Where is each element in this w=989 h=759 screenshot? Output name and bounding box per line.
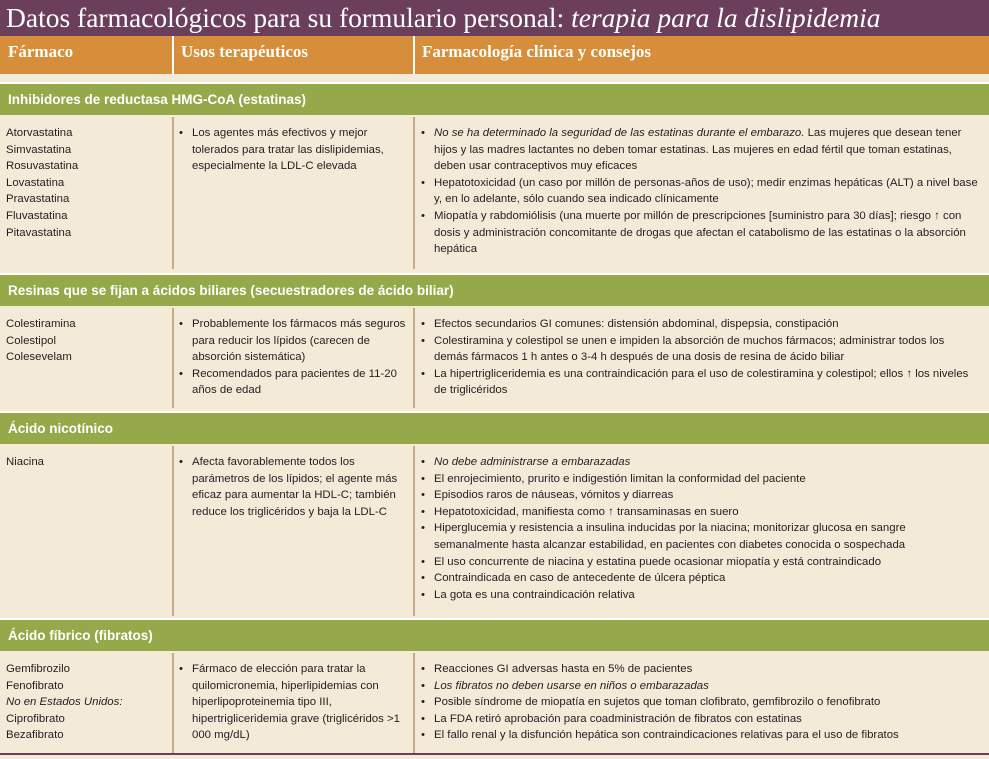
tip-item: • La FDA retiró aprobación para coadministración de fibratos con estatinas	[420, 711, 980, 728]
drug-list	[6, 661, 168, 744]
tip-item: • Posible síndrome de miopatía en sujetos que toman clofibrato, gemfibrozilo o fenofibrato	[420, 694, 980, 711]
header-farmaco: Fármaco	[8, 42, 74, 61]
tip-item: • Los fibratos no deben usarse en niños o embarazadas	[420, 678, 980, 695]
drug-name: Pitavastatina	[6, 226, 72, 239]
uses-list	[178, 454, 410, 520]
drug-name: Lovastatina	[6, 176, 65, 189]
tip-item: • Colestiramina y colestipol se unen e impiden la absorción de muchos fármacos; administrar todos los demás fármacos 1 h antes o 3-4 h después de una dosis de resina de ácido biliar	[420, 333, 980, 366]
column-divider	[172, 117, 174, 269]
drug-row	[0, 117, 989, 269]
tip-item: • Efectos secundarios GI comunes: distensión abdominal, dispepsia, constipación	[420, 316, 980, 333]
drug-name: Bezafibrato	[6, 729, 64, 742]
tip-item: • Hepatotoxicidad, manifiesta como ↑ transaminasas en suero	[420, 504, 980, 521]
header-farmacologia: Farmacología clínica y consejos	[422, 42, 651, 61]
section-header: Ácido fíbrico (fibratos)	[0, 618, 989, 651]
drug-name: Colestipol	[6, 334, 57, 347]
drug-name: Gemfibrozilo	[6, 663, 70, 675]
use-item: • Recomendados para pacientes de 11-20 años de edad	[178, 366, 410, 399]
tip-item: • Hepatotoxicidad (un caso por millón de personas-años de uso); medir enzimas hepáticas (ALT) a nivel base y, en lo adelante, sólo cuando sea indicado clínicamente	[420, 175, 980, 208]
drug-name: Atorvastatina	[6, 127, 73, 139]
drug-name: Ciprofibrato	[6, 712, 65, 725]
title-italic: terapia para la dislipidemia	[571, 2, 881, 33]
tip-item: • La hipertrigliceridemia es una contraindicación para el uso de colestiramina y colestipol; ellos ↑ los niveles de triglicéridos	[420, 366, 980, 399]
tip-item: • El fallo renal y la disfunción hepática son contraindicaciones relativas para el uso de fibratos	[420, 727, 980, 744]
use-item: • Afecta favorablemente todos los parámetros de los lípidos; el agente más eficaz para aumentar la HDL-C; también reduce los triglicéridos y baja la LDL-C	[178, 454, 410, 520]
tips-list	[420, 316, 980, 399]
drug-name: Niacina	[6, 456, 44, 468]
bottom-rule	[0, 753, 989, 755]
drug-list	[6, 125, 168, 241]
tip-item: • El uso concurrente de niacina y estatina puede ocasionar miopatía y está contraindicado	[420, 554, 980, 571]
uses-list	[178, 125, 410, 175]
drug-list	[6, 454, 168, 471]
tip-item: • No se ha determinado la seguridad de las estatinas durante el embarazo. Las mujeres que desean tener hijos y las madres lactantes no deben tomar estatinas. Las mujeres en edad fértil que toman estatinas, deben usar contraceptivos muy eficaces	[420, 125, 980, 175]
section-header: Resinas que se fijan a ácidos biliares (secuestradores de ácido biliar)	[0, 273, 989, 306]
uses-list	[178, 316, 410, 399]
tip-item: • Miopatía y rabdomiólisis (una muerte por millón de prescripciones [suministro para 30 días]; riesgo ↑ con dosis y administración concomitante de drogas que afectan el catabolismo de las estatinas o la absorción hepática	[420, 208, 980, 258]
tips-list	[420, 125, 980, 258]
section-header: Inhibidores de reductasa HMG-CoA (estatinas)	[0, 82, 989, 115]
title-main: Datos farmacológicos para su formulario personal:	[6, 2, 572, 33]
uses-list	[178, 661, 410, 744]
drug-row	[0, 308, 989, 408]
tip-item: • La gota es una contraindicación relativa	[420, 587, 980, 604]
drug-name: Pravastatina	[6, 193, 70, 206]
column-divider	[413, 446, 415, 616]
tips-list	[420, 661, 980, 744]
drug-name: Colestiramina	[6, 318, 76, 330]
tip-item: • No debe administrarse a embarazadas	[420, 454, 980, 471]
drug-row	[0, 446, 989, 616]
tip-item: • Contraindicada en caso de antecedente de úlcera péptica	[420, 570, 980, 587]
drug-name: Fluvastatina	[6, 209, 68, 222]
drug-name: Simvastatina	[6, 143, 72, 156]
tip-item: • Episodios raros de náuseas, vómitos y diarreas	[420, 487, 980, 504]
use-item: • Los agentes más efectivos y mejor tolerados para tratar las dislipidemias, especialmente la LDL-C elevada	[178, 125, 410, 175]
use-item: • Fármaco de elección para tratar la quilomicronemia, hiperlipidemias con hiperlipoproteinemia tipo III, hipertrigliceridemia grave (triglicéridos >1 000 mg/dL)	[178, 661, 410, 744]
use-item: • Probablemente los fármacos más seguros para reducir los lípidos (carecen de absorción sistemática)	[178, 316, 410, 366]
table-header	[0, 36, 989, 74]
header-usos: Usos terapéuticos	[181, 42, 309, 61]
page-title	[0, 0, 989, 36]
drug-name: Colesevelam	[6, 351, 72, 364]
tip-item: • Hiperglucemia y resistencia a insulina inducidas por la niacina; monitorizar glucosa en sangre semanalmente hasta alcanzar estabilidad, en pacientes con diabetes conocida o sospechada	[420, 520, 980, 553]
column-divider	[172, 308, 174, 408]
drug-note: No en Estados Unidos:	[6, 696, 123, 709]
tip-item: • El enrojecimiento, prurito e indigestión limitan la conformidad del paciente	[420, 471, 980, 488]
column-divider	[413, 117, 415, 269]
column-divider	[413, 308, 415, 408]
column-divider	[172, 446, 174, 616]
column-divider	[413, 653, 415, 753]
drug-row	[0, 653, 989, 753]
drug-name: Fenofibrato	[6, 679, 64, 692]
tips-list	[420, 454, 980, 603]
tip-item: • Reacciones GI adversas hasta en 5% de pacientes	[420, 661, 980, 678]
drug-name: Rosuvastatina	[6, 160, 79, 173]
drug-list	[6, 316, 168, 366]
column-divider	[172, 653, 174, 753]
section-header: Ácido nicotínico	[0, 411, 989, 444]
